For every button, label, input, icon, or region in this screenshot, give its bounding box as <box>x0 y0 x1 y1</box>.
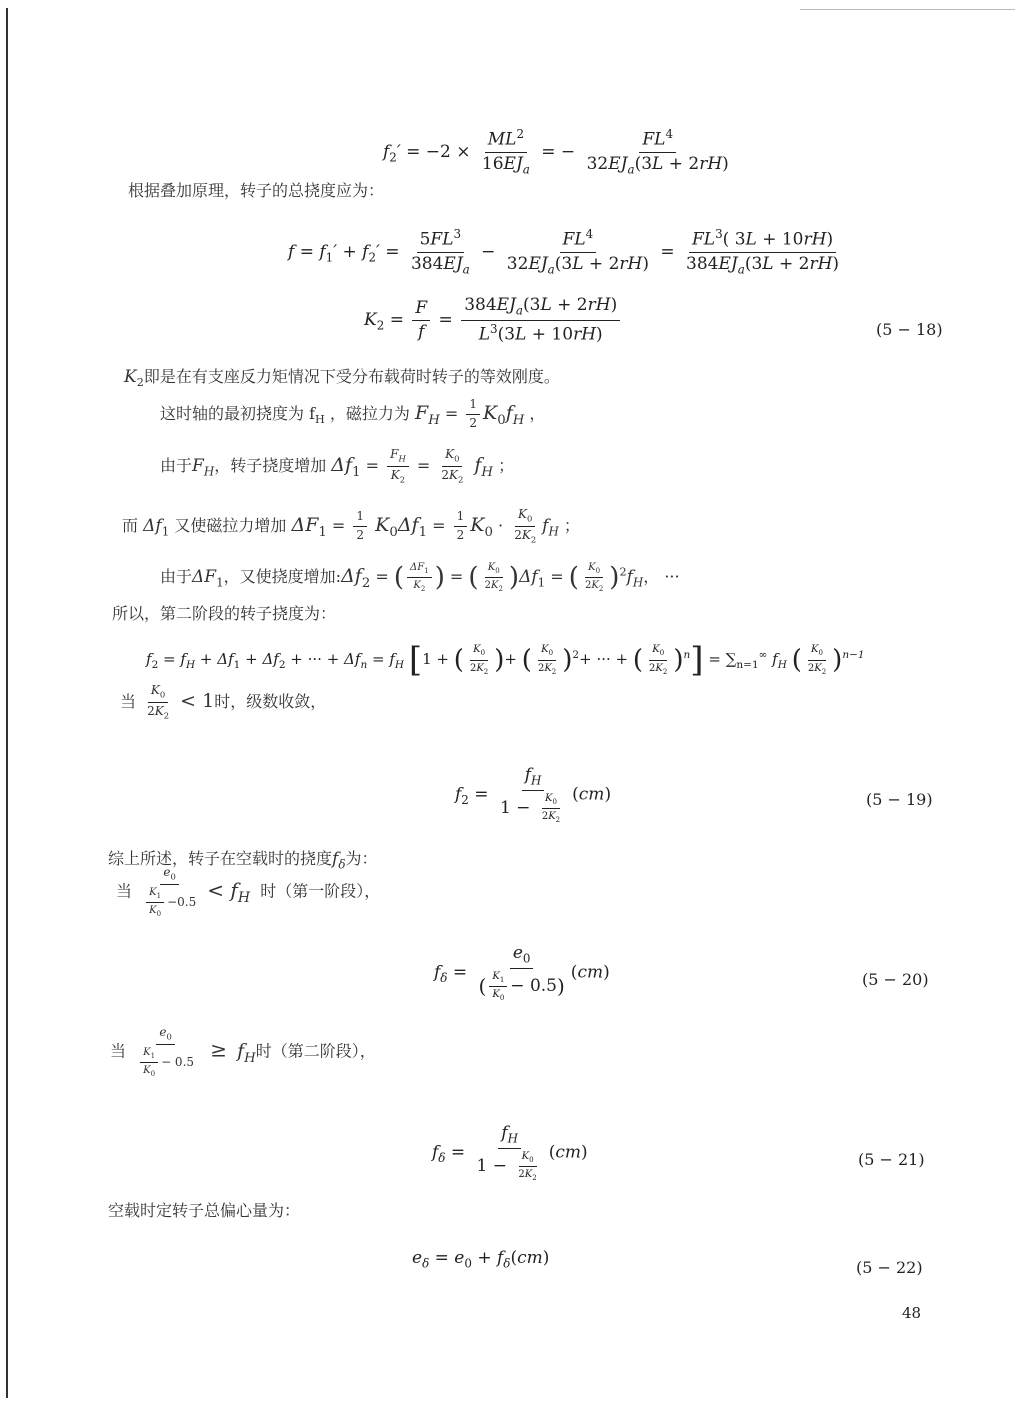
text-therefore: 所以，第二阶段的转子挠度为： <box>112 604 337 623</box>
equation-number-5-21: (5 − 21) <box>858 1150 925 1169</box>
equation-number-5-18: (5 − 18) <box>876 320 943 339</box>
text-summary: 综上所述，转子在空载时的挠度$f_\delta$为： <box>108 849 378 872</box>
text-stage-two-condition: 当 $e_0$ $\frac{K_1}{K_0}$ − 0.5 ≥ $f_H$时（第二阶段）， <box>110 1025 376 1079</box>
text-and-delta-f1: 而 $\Delta f_1$ 又使磁拉力增加 $\Delta F_1$ = $\frac{1}{2}$ $K_0\Delta f_1$ = $\frac{1}{2}$ $K_0$ · $\frac{K_0}{2K_2}$ $f_H$ ； <box>122 507 580 545</box>
text-superposition: 根据叠加原理，转子的总挠度应为： <box>128 181 385 200</box>
text-stage-one-condition: 当 $e_0$ $\frac{K_1}{K_0}$ −0.5 < $f_H$ 时（第一阶段）， <box>116 865 381 919</box>
page-top-rule <box>800 9 1015 10</box>
page-left-border <box>6 8 8 1398</box>
equation-number-5-20: (5 − 20) <box>862 970 929 989</box>
formula-f2-prime: $f_2' = -2$ × $\frac{ML^2}{16EJ_a}$ = − $\frac{FL^4}{32EJ_a(3L + 2rH)}$ <box>383 127 729 177</box>
equation-number-5-19: (5 − 19) <box>866 790 933 809</box>
page-number: 48 <box>902 1304 922 1322</box>
text-convergence: 当 $\frac{K_0}{2K_2}$ < 1时，级数收敛， <box>120 683 327 721</box>
formula-f2-sum: $f_2$ = $f_H$ 1 − $\frac{K_0}{2K_2}$ (cm) <box>455 765 612 825</box>
formula-series: $f_2 = f_H + \Delta f_1 + \Delta f_2$ + ··· + $\Delta f_n = f_H$ [1 + ( $\frac{K_0}{2K_2}$ )+ ( $\frac{K_0}{2K_2}$ )$^2$+ ··· + ( $\frac{K_0}{2K_2}$ )$^n] = \sum_{n=1}^\infty$ $f_H$ ( $\frac{K_0}{2K_2}$ )$^{n-1}$ <box>146 640 865 680</box>
text-due-to-delta-F1: 由于$\Delta F_1$，又使挠度增加$:\Delta f_2$ = ( $\frac{\Delta F_1}{K_2}$ ) = ( $\frac{K_0}{2K_2}$ )$\Delta f_1$ = ( $\frac{K_0}{2K_2}$ )$^2f_H$， ··· <box>160 562 680 594</box>
formula-total-deflection: $f = f_1' + f_2'$ = $\frac{5FL^3}{384EJ_a}$ − $\frac{FL^4}{32EJ_a(3L + 2rH)}$ = $\frac{FL^3( 3L + 10rH)}{384EJ_a(3L + 2rH)}$ <box>288 227 840 277</box>
formula-k2: $K_2$ = $\frac{F}{f}$ = $\frac{384EJ_a(3L + 2rH)}{L^3(3L + 10rH)}$ <box>364 296 623 345</box>
equation-number-5-22: (5 − 22) <box>856 1258 923 1277</box>
text-k2-description: $K_2$即是在有支座反力矩情况下受分布载荷时转子的等效刚度。 <box>124 367 560 390</box>
formula-f-delta-stage-two: $f_\delta$ = $f_H$ 1 − $\frac{K_0}{2K_2}$ (cm) <box>432 1123 588 1183</box>
formula-f-delta-stage-one: $f_\delta$ = $e_0$ ( $\frac{K_1}{K_0}$ − 0.5) (cm) <box>434 943 610 1003</box>
formula-e-delta: $e_\delta = e_0 + f_\delta(cm)$ <box>412 1248 550 1271</box>
text-due-to-fh: 由于$F_H$，转子挠度增加 $\Delta f_1$ = $\frac{F_H}{K_2}$ = $\frac{K_0}{2K_2}$ $f_H$ ； <box>160 447 515 485</box>
text-total-eccentricity: 空载时定转子总偏心量为： <box>108 1201 301 1220</box>
text-initial-deflection: 这时轴的最初挠度为 $f_H$ ，磁拉力为 $F_H$ = $\frac{1}{2}$ $K_0f_H$ ， <box>160 397 546 430</box>
